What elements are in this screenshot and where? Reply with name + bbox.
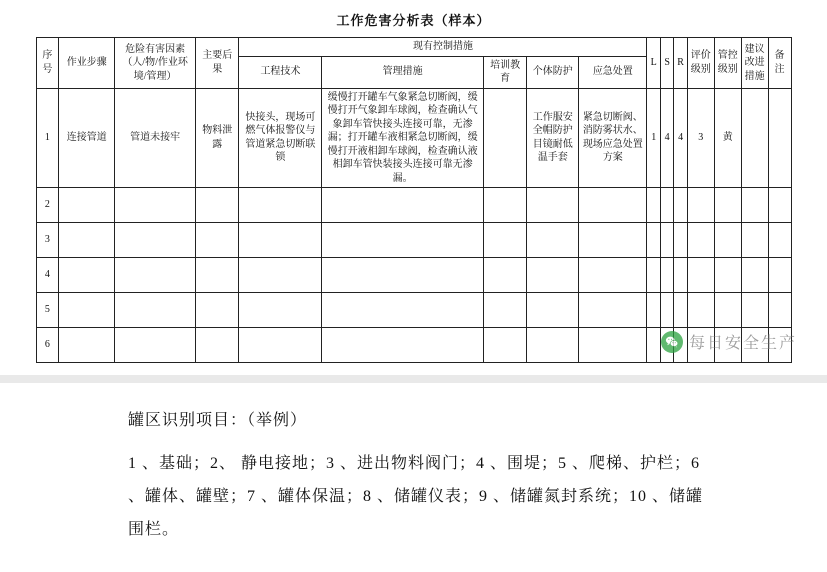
header-l: L xyxy=(647,38,660,89)
header-engineering: 工程技术 xyxy=(239,56,322,88)
cell-consequence: 物料泄露 xyxy=(195,88,238,188)
cell-ppe: 工作服安全帽防护目镜耐低温手套 xyxy=(527,88,579,188)
cell-ppe xyxy=(527,258,579,293)
table-row xyxy=(36,293,791,328)
section-heading: 罐区识别项目：（举例） xyxy=(128,412,308,429)
cell-step xyxy=(59,188,115,223)
header-r: R xyxy=(674,38,687,89)
cell-training xyxy=(483,328,526,363)
header-management: 管理措施 xyxy=(322,56,484,88)
cell-remark xyxy=(768,88,791,188)
cell-hazard xyxy=(115,258,196,293)
cell-improvement xyxy=(741,223,768,258)
cell-improvement xyxy=(741,293,768,328)
cell-emergency xyxy=(579,223,647,258)
cell-emergency xyxy=(579,188,647,223)
cell-emergency: 紧急切断阀、消防雾状水、现场应急处置方案 xyxy=(579,88,647,188)
cell-training xyxy=(483,293,526,328)
jha-table xyxy=(36,37,792,363)
header-consequence: 主要后果 xyxy=(195,38,238,89)
cell-consequence xyxy=(195,328,238,363)
header-step: 作业步骤 xyxy=(59,38,115,89)
cell-hazard: 管道未接牢 xyxy=(115,88,196,188)
cell-evaluation xyxy=(687,258,714,293)
cell-ppe xyxy=(527,188,579,223)
header-no: 序号 xyxy=(36,38,59,89)
cell-no: 4 xyxy=(36,258,59,293)
cell-ppe xyxy=(527,328,579,363)
cell-r xyxy=(674,223,687,258)
cell-step: 连接管道 xyxy=(59,88,115,188)
cell-hazard xyxy=(115,188,196,223)
cell-s xyxy=(660,223,673,258)
cell-training xyxy=(483,88,526,188)
cell-r xyxy=(674,293,687,328)
cell-remark xyxy=(768,293,791,328)
cell-s xyxy=(660,188,673,223)
cell-consequence xyxy=(195,188,238,223)
cell-r xyxy=(674,258,687,293)
cell-s: 4 xyxy=(660,88,673,188)
cell-hazard xyxy=(115,328,196,363)
cell-hazard xyxy=(115,223,196,258)
cell-control-level xyxy=(714,293,741,328)
cell-l xyxy=(647,293,660,328)
cell-l xyxy=(647,328,660,363)
cell-training xyxy=(483,258,526,293)
cell-s xyxy=(660,258,673,293)
header-training: 培训教育 xyxy=(483,56,526,88)
table-row xyxy=(36,88,791,188)
cell-engineering xyxy=(239,328,322,363)
cell-no: 1 xyxy=(36,88,59,188)
header-ppe: 个体防护 xyxy=(527,56,579,88)
cell-step xyxy=(59,223,115,258)
cell-control-level xyxy=(714,188,741,223)
cell-s xyxy=(660,293,673,328)
watermark xyxy=(661,330,797,353)
cell-emergency xyxy=(579,258,647,293)
cell-training xyxy=(483,223,526,258)
table-row xyxy=(36,188,791,223)
cell-evaluation xyxy=(687,223,714,258)
page-title: 工作危害分析表（样本） xyxy=(336,13,491,28)
header-hazard: 危险有害因素（人/物/作业环境/管理） xyxy=(115,38,196,89)
section-body: 1 、基础；2、 静电接地；3 、进出物料阀门；4 、围堤；5 、爬梯、护栏；6 、罐体、罐壁；7 、罐体保温；8 、储罐仪表；9 、储罐氮封系统；10 、储罐围栏。 xyxy=(128,455,704,538)
cell-step xyxy=(59,328,115,363)
cell-ppe xyxy=(527,293,579,328)
cell-no: 3 xyxy=(36,223,59,258)
cell-step xyxy=(59,258,115,293)
text-card xyxy=(0,383,827,572)
header-s: S xyxy=(660,38,673,89)
cell-control-level: 黄 xyxy=(714,88,741,188)
cell-l xyxy=(647,223,660,258)
cell-l xyxy=(647,188,660,223)
table-row xyxy=(36,223,791,258)
watermark-label: 每日安全生产 xyxy=(688,335,797,352)
header-evaluation: 评价级别 xyxy=(687,38,714,89)
cell-evaluation xyxy=(687,188,714,223)
cell-engineering xyxy=(239,188,322,223)
cell-evaluation: 3 xyxy=(687,88,714,188)
card-divider xyxy=(0,375,827,383)
header-emergency: 应急处置 xyxy=(579,56,647,88)
cell-management xyxy=(322,258,484,293)
cell-management xyxy=(322,328,484,363)
cell-emergency xyxy=(579,293,647,328)
cell-ppe xyxy=(527,223,579,258)
cell-engineering xyxy=(239,223,322,258)
header-controls: 现有控制措施 xyxy=(239,38,647,57)
cell-management: 缓慢打开罐车气象紧急切断阀，缓慢打开气象卸车球阀，检查确认气象卸车管快接头连接可靠，无渗漏；打开罐车液相紧急切断阀，缓慢打开液相卸车球阀，检查确认液相卸车管快装接头连接可靠无渗漏。 xyxy=(322,88,484,188)
cell-engineering: 快接头，现场可燃气体报警仪与管道紧急切断联锁 xyxy=(239,88,322,188)
cell-training xyxy=(483,188,526,223)
cell-r: 4 xyxy=(674,88,687,188)
cell-control-level xyxy=(714,223,741,258)
cell-control-level xyxy=(714,258,741,293)
cell-remark xyxy=(768,258,791,293)
header-improvement: 建议改进措施 xyxy=(741,38,768,89)
table-header-row-1 xyxy=(36,38,791,57)
cell-consequence xyxy=(195,258,238,293)
cell-improvement xyxy=(741,88,768,188)
header-remark: 备注 xyxy=(768,38,791,89)
cell-management xyxy=(322,223,484,258)
cell-remark xyxy=(768,223,791,258)
cell-evaluation xyxy=(687,293,714,328)
cell-no: 6 xyxy=(36,328,59,363)
cell-r xyxy=(674,188,687,223)
cell-consequence xyxy=(195,293,238,328)
cell-engineering xyxy=(239,258,322,293)
cell-l xyxy=(647,258,660,293)
wechat-icon xyxy=(661,331,683,353)
cell-improvement xyxy=(741,258,768,293)
cell-consequence xyxy=(195,223,238,258)
cell-l: 1 xyxy=(647,88,660,188)
cell-emergency xyxy=(579,328,647,363)
cell-management xyxy=(322,293,484,328)
cell-improvement xyxy=(741,188,768,223)
cell-no: 2 xyxy=(36,188,59,223)
header-control-level: 管控级别 xyxy=(714,38,741,89)
cell-management xyxy=(322,188,484,223)
cell-no: 5 xyxy=(36,293,59,328)
cell-step xyxy=(59,293,115,328)
cell-engineering xyxy=(239,293,322,328)
cell-remark xyxy=(768,188,791,223)
table-row xyxy=(36,258,791,293)
cell-hazard xyxy=(115,293,196,328)
